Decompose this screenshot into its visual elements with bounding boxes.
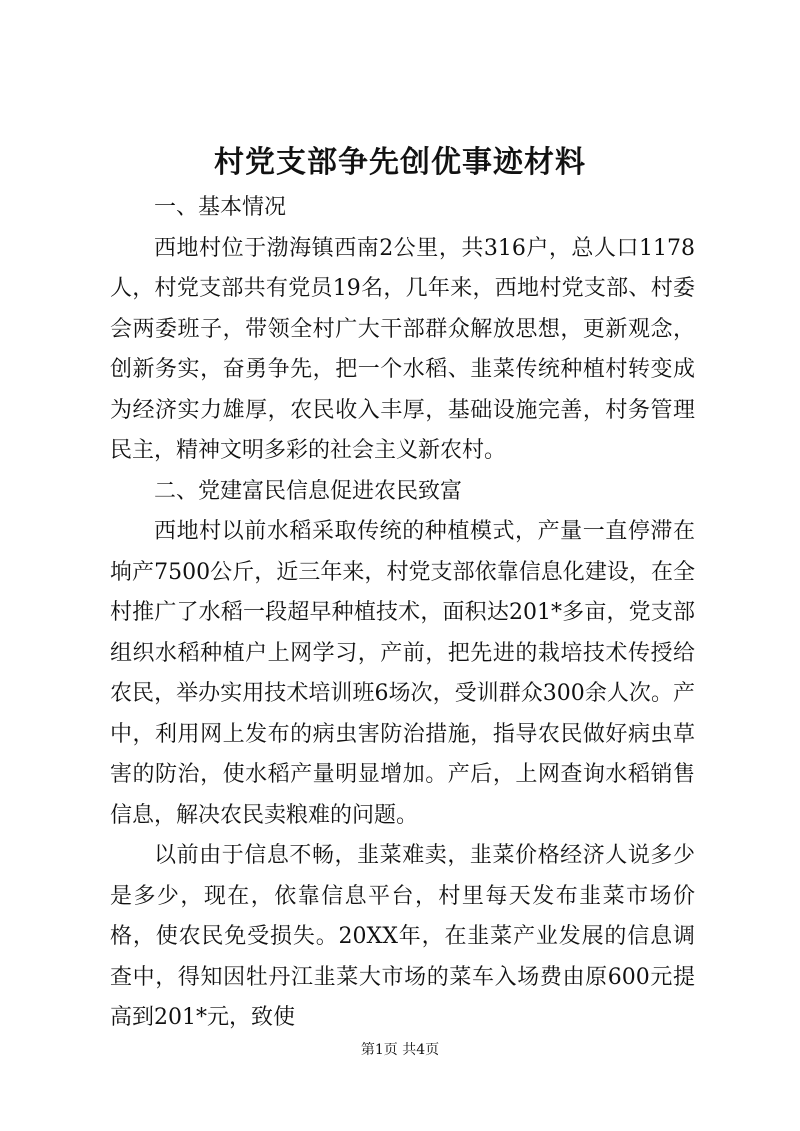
paragraph-rice-information: 西地村以前水稻采取传统的种植模式，产量一直停滞在垧产7500公斤，近三年来，村党支部依靠信息化建设，在全村推广了水稻一段超早种植技术，面积达201*多亩，党支部组织水稻种植户上网学习，产前，把先进的栽培技术传授给农民，举办实用技术培训班6场次，受训群众300余人次。产中，利用网上发布的病虫害防治措施，指导农民做好病虫草害的防治，使水稻产量明显增加。产后，上网查询水稻销售信息，解决农民卖粮难的问题。	[110, 519, 695, 828]
section-heading-party-building: 二、党建富民信息促进农民致富	[154, 478, 463, 504]
document-body	[110, 188, 695, 1039]
document-title: 村党支部争先创优事迹材料	[214, 145, 586, 180]
paragraph-basic-info: 西地村位于渤海镇西南2公里，共316户，总人口1178人，村党支部共有党员19名，几年来，西地村党支部、村委会两委班子，带领全村广大干部群众解放思想，更新观念，创新务实，奋勇争先，把一个水稻、韭菜传统种植村转变成为经济实力雄厚，农民收入丰厚，基础设施完善，村务管理民主，精神文明多彩的社会主义新农村。	[110, 235, 695, 463]
section-heading-basic-info: 一、基本情况	[154, 195, 287, 220]
paragraph-chive-information: 以前由于信息不畅，韭菜难卖，韭菜价格经济人说多少是多少，现在，依靠信息平台，村里每天发布韭菜市场价格，使农民免受损失。20XX年，在韭菜产业发展的信息调查中，得知因牡丹江韭菜大市场的菜车入场费由原600元提高到201*元，致使	[110, 843, 695, 1030]
page-footer: 第1页 共4页	[360, 1042, 440, 1058]
